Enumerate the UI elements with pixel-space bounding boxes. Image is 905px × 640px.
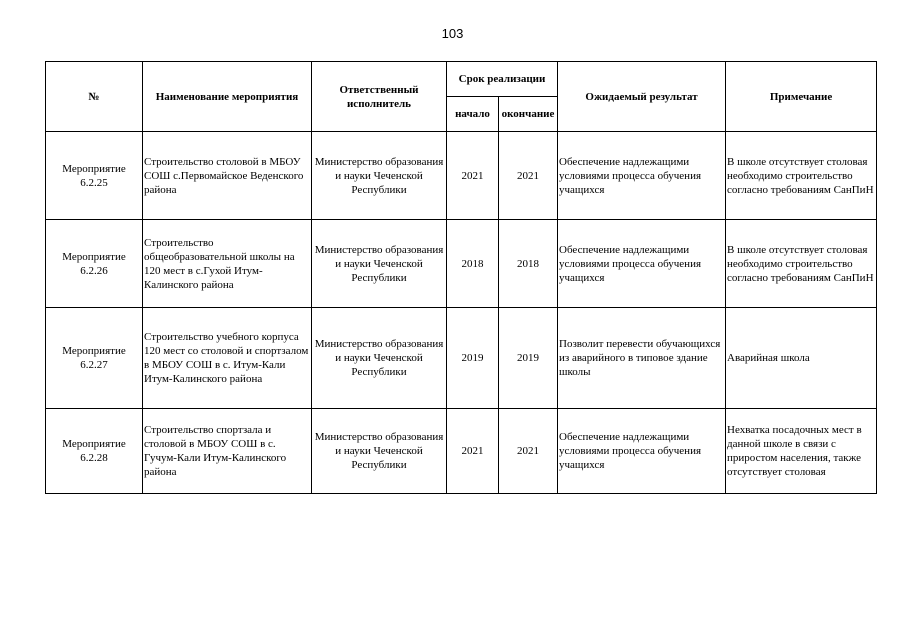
cell-result: Обеспечение надлежащими условиями процесса обучения учащихся bbox=[558, 409, 726, 494]
cell-result: Обеспечение надлежащими условиями процесса обучения учащихся bbox=[558, 132, 726, 220]
cell-note: В школе отсутствует столовая необходимо строительство согласно требованиям СанПиН bbox=[726, 220, 877, 308]
cell-start: 2021 bbox=[447, 132, 499, 220]
header-num: № bbox=[46, 62, 143, 132]
table-row bbox=[46, 308, 877, 409]
header-end: окончание bbox=[499, 97, 558, 132]
header-executor: Ответственный исполнитель bbox=[312, 62, 447, 132]
cell-name: Строительство учебного корпуса 120 мест со столовой и спортзалом в МБОУ СОШ в с. Итум-Кали Итум-Калинского района bbox=[143, 308, 312, 409]
cell-name: Строительство общеобразовательной школы на 120 мест в с.Гухой Итум-Калинского района bbox=[143, 220, 312, 308]
cell-end: 2021 bbox=[499, 132, 558, 220]
cell-num: Мероприятие 6.2.26 bbox=[46, 220, 143, 308]
cell-executor: Министерство образования и науки Чеченской Республики bbox=[312, 308, 447, 409]
table-row bbox=[46, 409, 877, 494]
cell-end: 2021 bbox=[499, 409, 558, 494]
table-row bbox=[46, 132, 877, 220]
cell-name: Строительство спортзала и столовой в МБОУ СОШ в с. Гучум-Кали Итум-Калинского района bbox=[143, 409, 312, 494]
cell-note: Аварийная школа bbox=[726, 308, 877, 409]
cell-start: 2018 bbox=[447, 220, 499, 308]
header-start: начало bbox=[447, 97, 499, 132]
cell-end: 2019 bbox=[499, 308, 558, 409]
header-name: Наименование мероприятия bbox=[143, 62, 312, 132]
cell-note: В школе отсутствует столовая необходимо строительство согласно требованиям СанПиН bbox=[726, 132, 877, 220]
cell-result: Позволит перевести обучающихся из аварийного в типовое здание школы bbox=[558, 308, 726, 409]
activities-table bbox=[45, 61, 877, 494]
page-number: 103 bbox=[441, 26, 464, 41]
cell-start: 2019 bbox=[447, 308, 499, 409]
cell-executor: Министерство образования и науки Чеченской Республики bbox=[312, 132, 447, 220]
cell-num: Мероприятие 6.2.27 bbox=[46, 308, 143, 409]
cell-executor: Министерство образования и науки Чеченской Республики bbox=[312, 409, 447, 494]
table-row bbox=[46, 220, 877, 308]
header-result: Ожидаемый результат bbox=[558, 62, 726, 132]
cell-executor: Министерство образования и науки Чеченской Республики bbox=[312, 220, 447, 308]
cell-name: Строительство столовой в МБОУ СОШ с.Первомайское Веденского района bbox=[143, 132, 312, 220]
cell-num: Мероприятие 6.2.28 bbox=[46, 409, 143, 494]
table-header-row bbox=[46, 62, 877, 97]
cell-start: 2021 bbox=[447, 409, 499, 494]
cell-result: Обеспечение надлежащими условиями процесса обучения учащихся bbox=[558, 220, 726, 308]
cell-note: Нехватка посадочных мест в данной школе в связи с приростом населения, также отсутствует столовая bbox=[726, 409, 877, 494]
header-note: Примечание bbox=[726, 62, 877, 132]
header-period: Срок реализации bbox=[447, 62, 558, 97]
cell-end: 2018 bbox=[499, 220, 558, 308]
cell-num: Мероприятие 6.2.25 bbox=[46, 132, 143, 220]
